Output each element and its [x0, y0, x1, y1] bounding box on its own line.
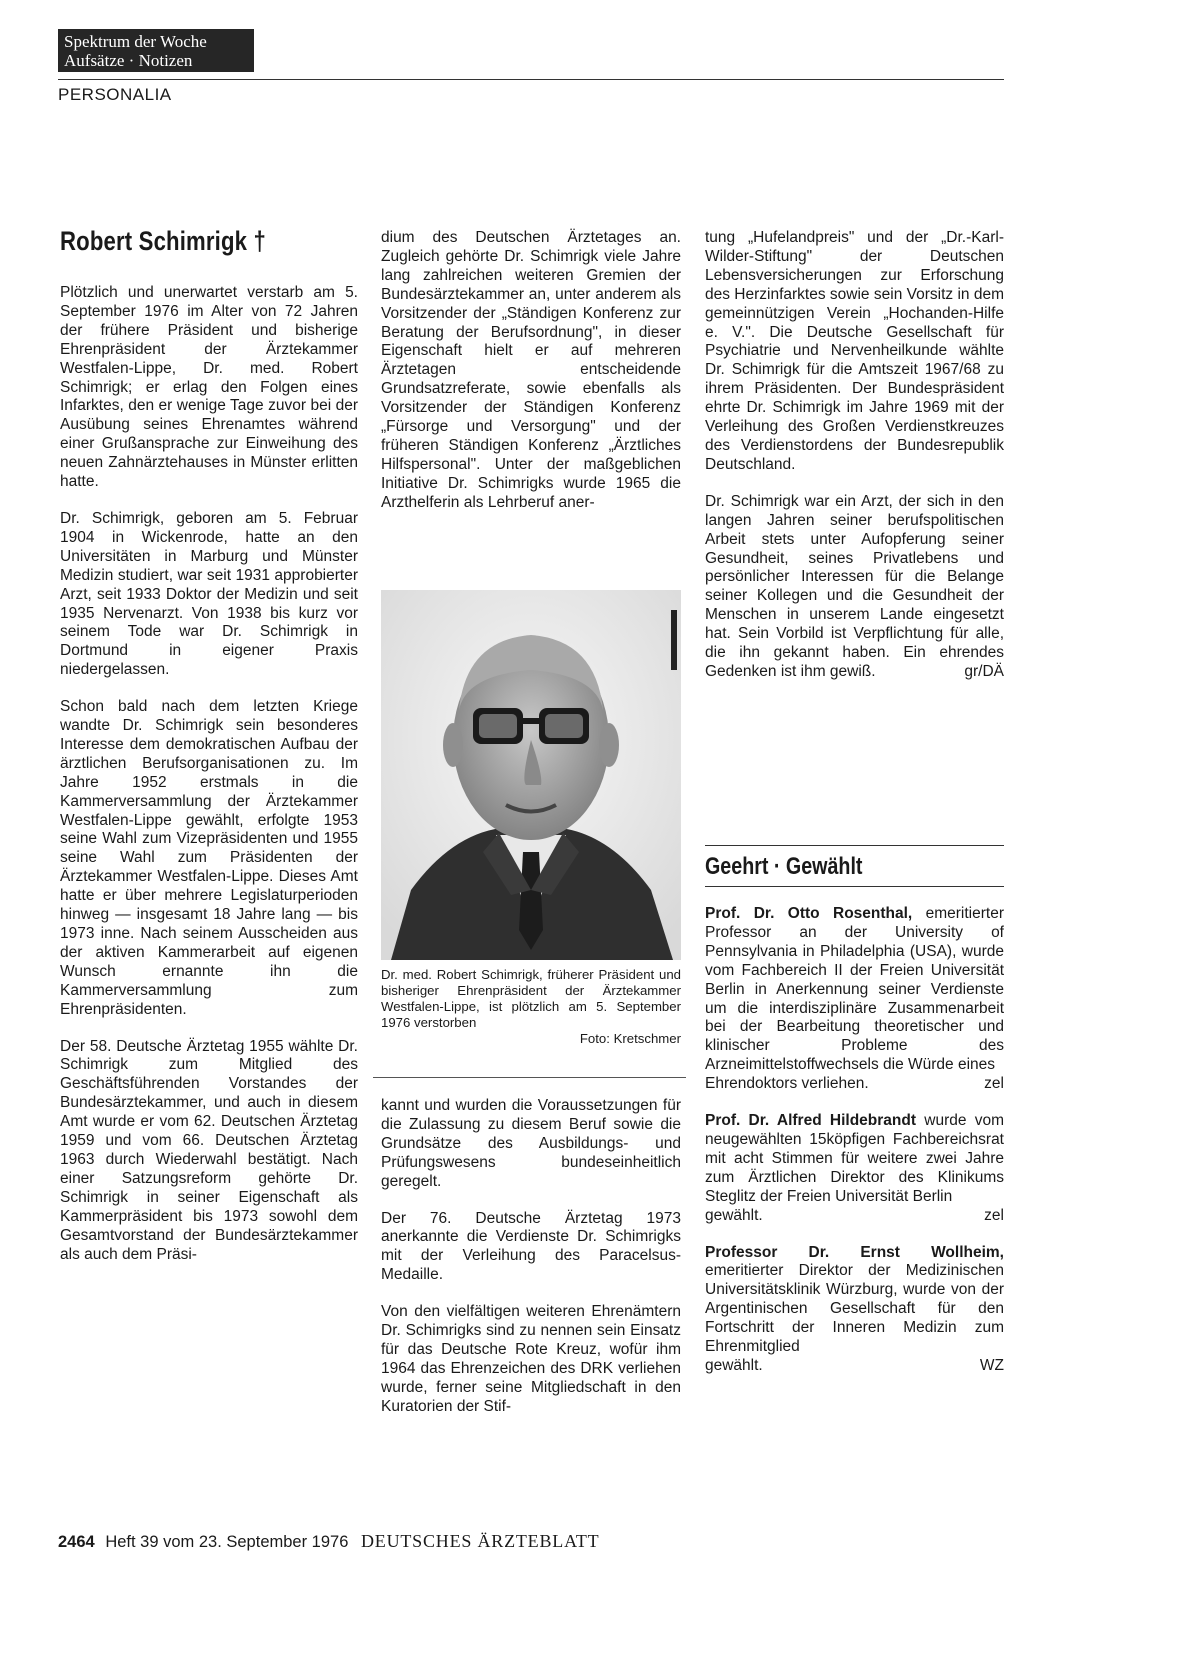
- issue-info: Heft 39 vom 23. September 1976: [105, 1533, 349, 1551]
- closing-text: Dr. Schimrigk war ein Arzt, der sich in den langen Jahren seiner berufspolitischen Arbeit stets unter Aufopferung seiner Gesundheit, seines Privatlebens und persönlicher Interessen für die Belange seiner Kollegen und die Gesundheit der Menschen in unserem Lande eingesetzt hat. Sein Vorbild ist Verpflichtung für alle, die ihn gekannt haben. Ein ehrendes Gedenken ist ihm gewiß.: [705, 492, 1004, 680]
- paragraph: Der 76. Deutsche Ärztetag 1973 anerkannte die Verdienste Dr. Schimrigks mit der Verleihung des Paracelsus-Medaille.: [381, 1209, 681, 1284]
- honors-rule-top: [705, 845, 1004, 846]
- honor-text-end: gewählt.: [705, 1356, 763, 1374]
- honor-last-line: [705, 1075, 1004, 1094]
- honor-entry: [705, 1244, 1004, 1376]
- paragraph: Plötzlich und unerwartet verstarb am 5. September 1976 im Alter von 72 Jahren der frühere Präsident und bisherige Ehrenpräsident der Ärztekammer Westfalen-Lippe, Dr. med. Robert Schimrigk; er erlag den Folgen eines Infarktes, den er wenige Tage zuvor bei der Ausübung seines Ehrenamtes während einer Grußansprache zur Einweihung des neuen Zahnärztehauses in Münster erlitten hatte.: [60, 284, 358, 491]
- honor-text: emeritierter Direktor der Medizinischen Universitätsklinik Würzburg, wurde von der Argentinischen Gesellschaft für den Fortschritt der Inneren Medizin zum Ehrenmitglied: [705, 1262, 1004, 1356]
- honor-text-end: gewählt.: [705, 1206, 763, 1224]
- honoree-name: Professor Dr. Ernst Wollheim,: [705, 1243, 1004, 1261]
- section-label: PERSONALIA: [58, 85, 172, 104]
- honor-entry: [705, 1112, 1004, 1225]
- paragraph: dium des Deutschen Ärztetages an. Zugleich gehörte Dr. Schimrigk viele Jahre lang zahlreichen weiteren Gremien der Bundesärztekammer an, unter anderem als Vorsitzender der „Ständigen Konferenz zur Beratung der Berufsordnung", in dieser Eigenschaft hielt er auf mehreren Ärztetagen entscheidende Grundsatzreferate, sowie ebenfalls als Vorsitzender der Ständigen Konferenz „Fürsorge und Versorgung" und der früheren Ständigen Konferenz „Ärztliches Hilfspersonal". Unter der maßgeblichen Initiative Dr. Schimrigks wurde 1965 die Arzthelferin als Lehrberuf aner-: [381, 229, 681, 511]
- caption-rule: [373, 1077, 686, 1078]
- honor-last-line: [705, 1357, 1004, 1376]
- honors-title: Geehrt · Gewählt: [705, 853, 863, 880]
- honors-column: [705, 905, 1004, 1394]
- honor-text-end: Ehrendoktors verliehen.: [705, 1075, 869, 1093]
- closing-paragraph: [705, 493, 1004, 682]
- rubric-line-1: Spektrum der Woche: [64, 32, 207, 51]
- honor-text: emeritierter Professor an der University of Pennsylvania in Philadelphia (USA), wurde vom Fachbereich II der Freien Universität Berlin in Anerkennung seiner Verdienste um die interdisziplinäre Zusammenarbeit bei der Bearbeitung theoretischer und klinischer Probleme des Arzneimittelstoffwechsels die Würde eines: [705, 905, 1005, 1074]
- column-2-bottom: [381, 1097, 681, 1435]
- paragraph: Von den vielfältigen weiteren Ehrenämtern Dr. Schimrigks sind zu nennen sein Einsatz für das Deutsche Rote Kreuz, wofür ihm 1964 das Ehrenzeichen des DRK verliehen wurde, ferner seine Mitgliedschaft in den Kuratorien der Stif-: [381, 1303, 681, 1415]
- photo-credit: Foto: Kretschmer: [579, 1031, 681, 1046]
- honoree-name: Prof. Dr. Otto Rosenthal,: [705, 905, 913, 922]
- page-footer: [58, 1531, 599, 1552]
- honor-text: wurde vom neugewählten 15köpfigen Fachbereichsrat mit acht Stimmen für weitere zwei Jahre zum Ärztlichen Direktor des Klinikums Steglitz der Freien Universität Berlin: [705, 1112, 1004, 1205]
- column-1: [60, 284, 358, 1282]
- honor-signature: zel: [984, 1075, 1004, 1093]
- column-3-top: [705, 229, 1004, 682]
- rubric-line-2: Aufsätze · Notizen: [64, 51, 193, 70]
- honor-signature: WZ: [979, 1356, 1004, 1374]
- paragraph: Dr. Schimrigk, geboren am 5. Februar 1904 in Wickenrode, hatte an den Universitäten in Marburg und Münster Medizin studiert, war seit 1931 approbierter Arzt, seit 1933 Doktor der Medizin und seit 1935 Nervenarzt. Von 1938 bis kurz vor seinem Tode war Dr. Schimrigk in Dortmund in eigener Praxis niedergelassen.: [60, 509, 358, 679]
- portrait-photo: [381, 590, 681, 960]
- honors-rule-bottom: [705, 886, 1004, 887]
- honoree-name: Prof. Dr. Alfred Hildebrandt: [705, 1112, 917, 1130]
- honor-entry: [705, 905, 1004, 1094]
- page-number: 2464: [58, 1533, 95, 1551]
- header-rule: [58, 79, 1004, 80]
- portrait-image: [381, 590, 681, 960]
- paragraph: kannt und wurden die Voraussetzungen für die Zulassung zu diesem Beruf sowie die Grundsätze des Ausbildungs- und Prüfungswesens bundeseinheitlich geregelt.: [381, 1097, 681, 1190]
- honor-signature: zel: [984, 1206, 1004, 1224]
- caption-text: Dr. med. Robert Schimrigk, früherer Präsident und bisheriger Ehrenpräsident der Ärztekammer Westfalen-Lippe, ist plötzlich am 5. September 1976 verstorben: [381, 967, 681, 1030]
- paragraph: tung „Hufelandpreis" und der „Dr.-Karl-Wilder-Stiftung" der Deutschen Lebensversicherungen zur Erforschung des Herzinfarktes sowie sein Vorsitz in dem gemeinnützigen Verein „Hochanden-Hilfe e. V.". Die Deutsche Gesellschaft für Psychiatrie und Nervenheilkunde wählte Dr. Schimrigk für die Amtszeit 1967/68 zu ihrem Präsidenten. Der Bundespräsident ehrte Dr. Schimrigk im Jahre 1969 mit der Verleihung des Großen Verdienstkreuzes des Verdienstordens der Bundesrepublik Deutschland.: [705, 229, 1004, 473]
- column-2-top: [381, 229, 681, 531]
- journal-name: DEUTSCHES ÄRZTEBLATT: [360, 1531, 600, 1551]
- paragraph: Der 58. Deutsche Ärztetag 1955 wählte Dr. Schimrigk zum Mitglied des Geschäftsführenden Vorstandes der Bundesärztekammer, und auch in diesem Amt wurde er vom 62. Deutschen Ärztetag 1959 und vom 66. Deutschen Ärztetag 1963 durch Wiederwahl bestätigt. Nach einer Satzungsreform gehörte Dr. Schimrigk in seiner Eigenschaft als Kammerpräsident bis 1973 sowohl dem Gesamtvorstand der Bundesärztekammer als auch dem Präsi-: [60, 1037, 358, 1263]
- article-title: Robert Schimrigk †: [60, 226, 266, 256]
- rubric-badge: [58, 29, 254, 72]
- author-signature: gr/DÄ: [964, 662, 1004, 680]
- paragraph: Schon bald nach dem letzten Kriege wandte Dr. Schimrigk sein besonderes Interesse dem demokratischen Aufbau der ärztlichen Berufsorganisationen zu. Im Jahre 1952 erstmals in die Kammerversammlung der Ärztekammer Westfalen-Lippe gewählt, erfolgte 1953 seine Wahl zum Vizepräsidenten und 1955 seine Wahl zum Präsidenten der Ärztekammer Westfalen-Lippe. Dieses Amt hatte er über mehrere Legislaturperioden hinweg — insgesamt 18 Jahre lang — bis 1973 inne. Nach seinem Ausscheiden aus der aktiven Kammerarbeit auf eigenen Wunsch ernannte ihn die Kammerversammlung zum Ehrenpräsidenten.: [60, 698, 358, 1018]
- photo-caption: [381, 967, 681, 1047]
- honor-last-line: [705, 1207, 1004, 1226]
